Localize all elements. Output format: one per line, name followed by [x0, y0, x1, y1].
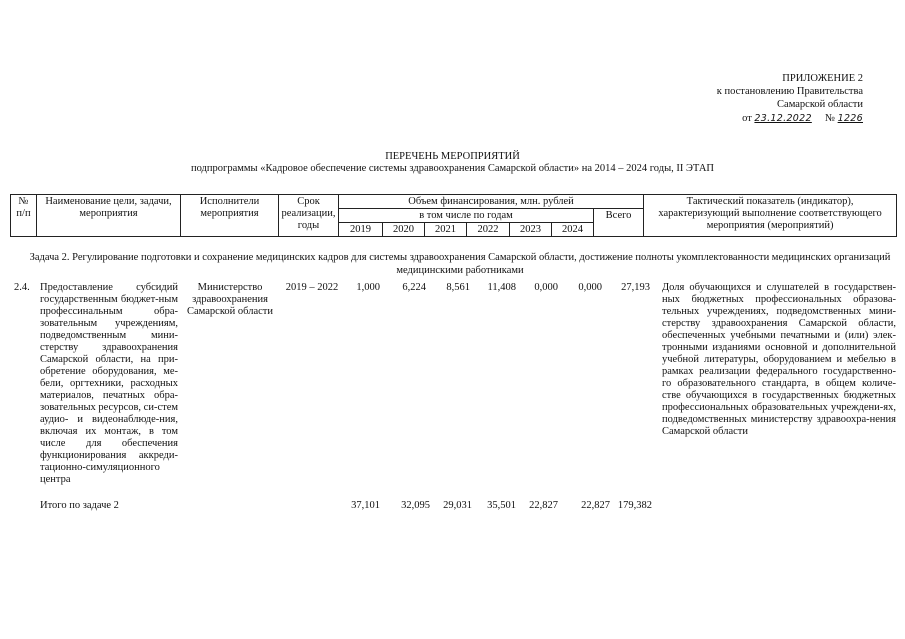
header-by-year: в том числе по годам	[339, 209, 594, 223]
header-finance: Объем финансирования, млн. рублей	[339, 195, 644, 209]
totals-value-2024: 22,827	[581, 500, 610, 511]
appendix-block	[717, 72, 863, 125]
totals-value-2023: 22,827	[529, 500, 558, 511]
header-num: № п/п	[11, 195, 37, 237]
header-period: Срок реализации, годы	[279, 195, 339, 237]
totals-value-2021: 29,031	[443, 500, 472, 511]
row-executor: Министерство здравоохранения Самарской области	[187, 282, 273, 317]
row-value-total: 27,193	[621, 282, 650, 293]
row-value-2023: 0,000	[534, 282, 558, 293]
appendix-line-3: Самарской области	[777, 99, 863, 110]
totals-value-2020: 32,095	[401, 500, 430, 511]
header-year: 2019	[339, 223, 383, 237]
totals-value-total: 179,382	[617, 500, 652, 511]
row-goal: Предоставление субсидий государственным бюджет-ным профессинальным обра-зовательным учреждениям, подведомственным мини-стерству здравоохранения Самарской области, на при-обретение оборудования, ме-бели, оргтехники, расходных материалов, печатных обра-зовательных ресурсов, си-стем аудио- и видеонаблюде-ния, включая их монтаж, в том числе для обеспечения функционирования аккреди-тационно-симуляционного центра	[40, 282, 179, 485]
header-total: Всего	[594, 209, 644, 237]
handwritten-date: 23.12.2022	[754, 113, 812, 124]
row-indicator: Доля обучающихся и слушателей в государствен-ных бюджетных профессиональных образова-тельных учреждениях, подведомственных мини-стерству здравоохранения Самарской области, обеспеченных учебными печатными и (или) элек-тронными изданиями основной и дополнительной учебной литературы, оборудованием и мебелью в рамках реализации федерального государственно-го образовательного стандарта, в общем количе-стве обучающихся в государственных бюджетных профессиональных образовательных учреждени-ях, подведомственных министерству здравоохра-нения Самарской области	[662, 282, 896, 437]
totals-label: Итого по задаче 2	[40, 500, 119, 511]
document-title	[0, 151, 905, 175]
title-subtitle: подпрограммы «Кадровое обеспечение системы здравоохранения Самарской области» на 2014 – 2024 годы, II ЭТАП	[190, 163, 714, 174]
header-indicator: Тактический показатель (индикатор), характеризующий выполнение соответствующего мероприятия (мероприятий)	[644, 195, 897, 237]
task-title: Задача 2. Регулирование подготовки и сохранение медицинских кадров для системы здравоохранения Самарской области, достижение полноты укомплектованности медицинских организаций медицинскими работниками	[29, 252, 891, 276]
header-year: 2020	[383, 223, 425, 237]
row-value-2021: 8,561	[446, 282, 470, 293]
row-value-2022: 11,408	[487, 282, 516, 293]
header-year: 2023	[510, 223, 552, 237]
handwritten-number: 1226	[837, 113, 863, 124]
row-value-2024: 0,000	[578, 282, 602, 293]
header-goal: Наименование цели, задачи, мероприятия	[37, 195, 181, 237]
appendix-date-line	[717, 112, 863, 125]
table-header	[10, 194, 897, 237]
row-period: 2019 – 2022	[285, 282, 339, 293]
header-year: 2021	[425, 223, 467, 237]
number-label: №	[824, 113, 835, 124]
totals-value-2022: 35,501	[487, 500, 516, 511]
row-value-2019: 1,000	[356, 282, 380, 293]
row-number: 2.4.	[14, 282, 30, 293]
appendix-line-1: ПРИЛОЖЕНИЕ 2	[782, 73, 863, 84]
header-year: 2024	[552, 223, 594, 237]
header-executor: Исполнители мероприятия	[181, 195, 279, 237]
title-main: ПЕРЕЧЕНЬ МЕРОПРИЯТИЙ	[385, 151, 520, 162]
header-year: 2022	[467, 223, 510, 237]
from-label: от	[742, 113, 752, 124]
appendix-line-2: к постановлению Правительства	[716, 86, 863, 97]
totals-value-2019: 37,101	[351, 500, 380, 511]
row-value-2020: 6,224	[402, 282, 426, 293]
